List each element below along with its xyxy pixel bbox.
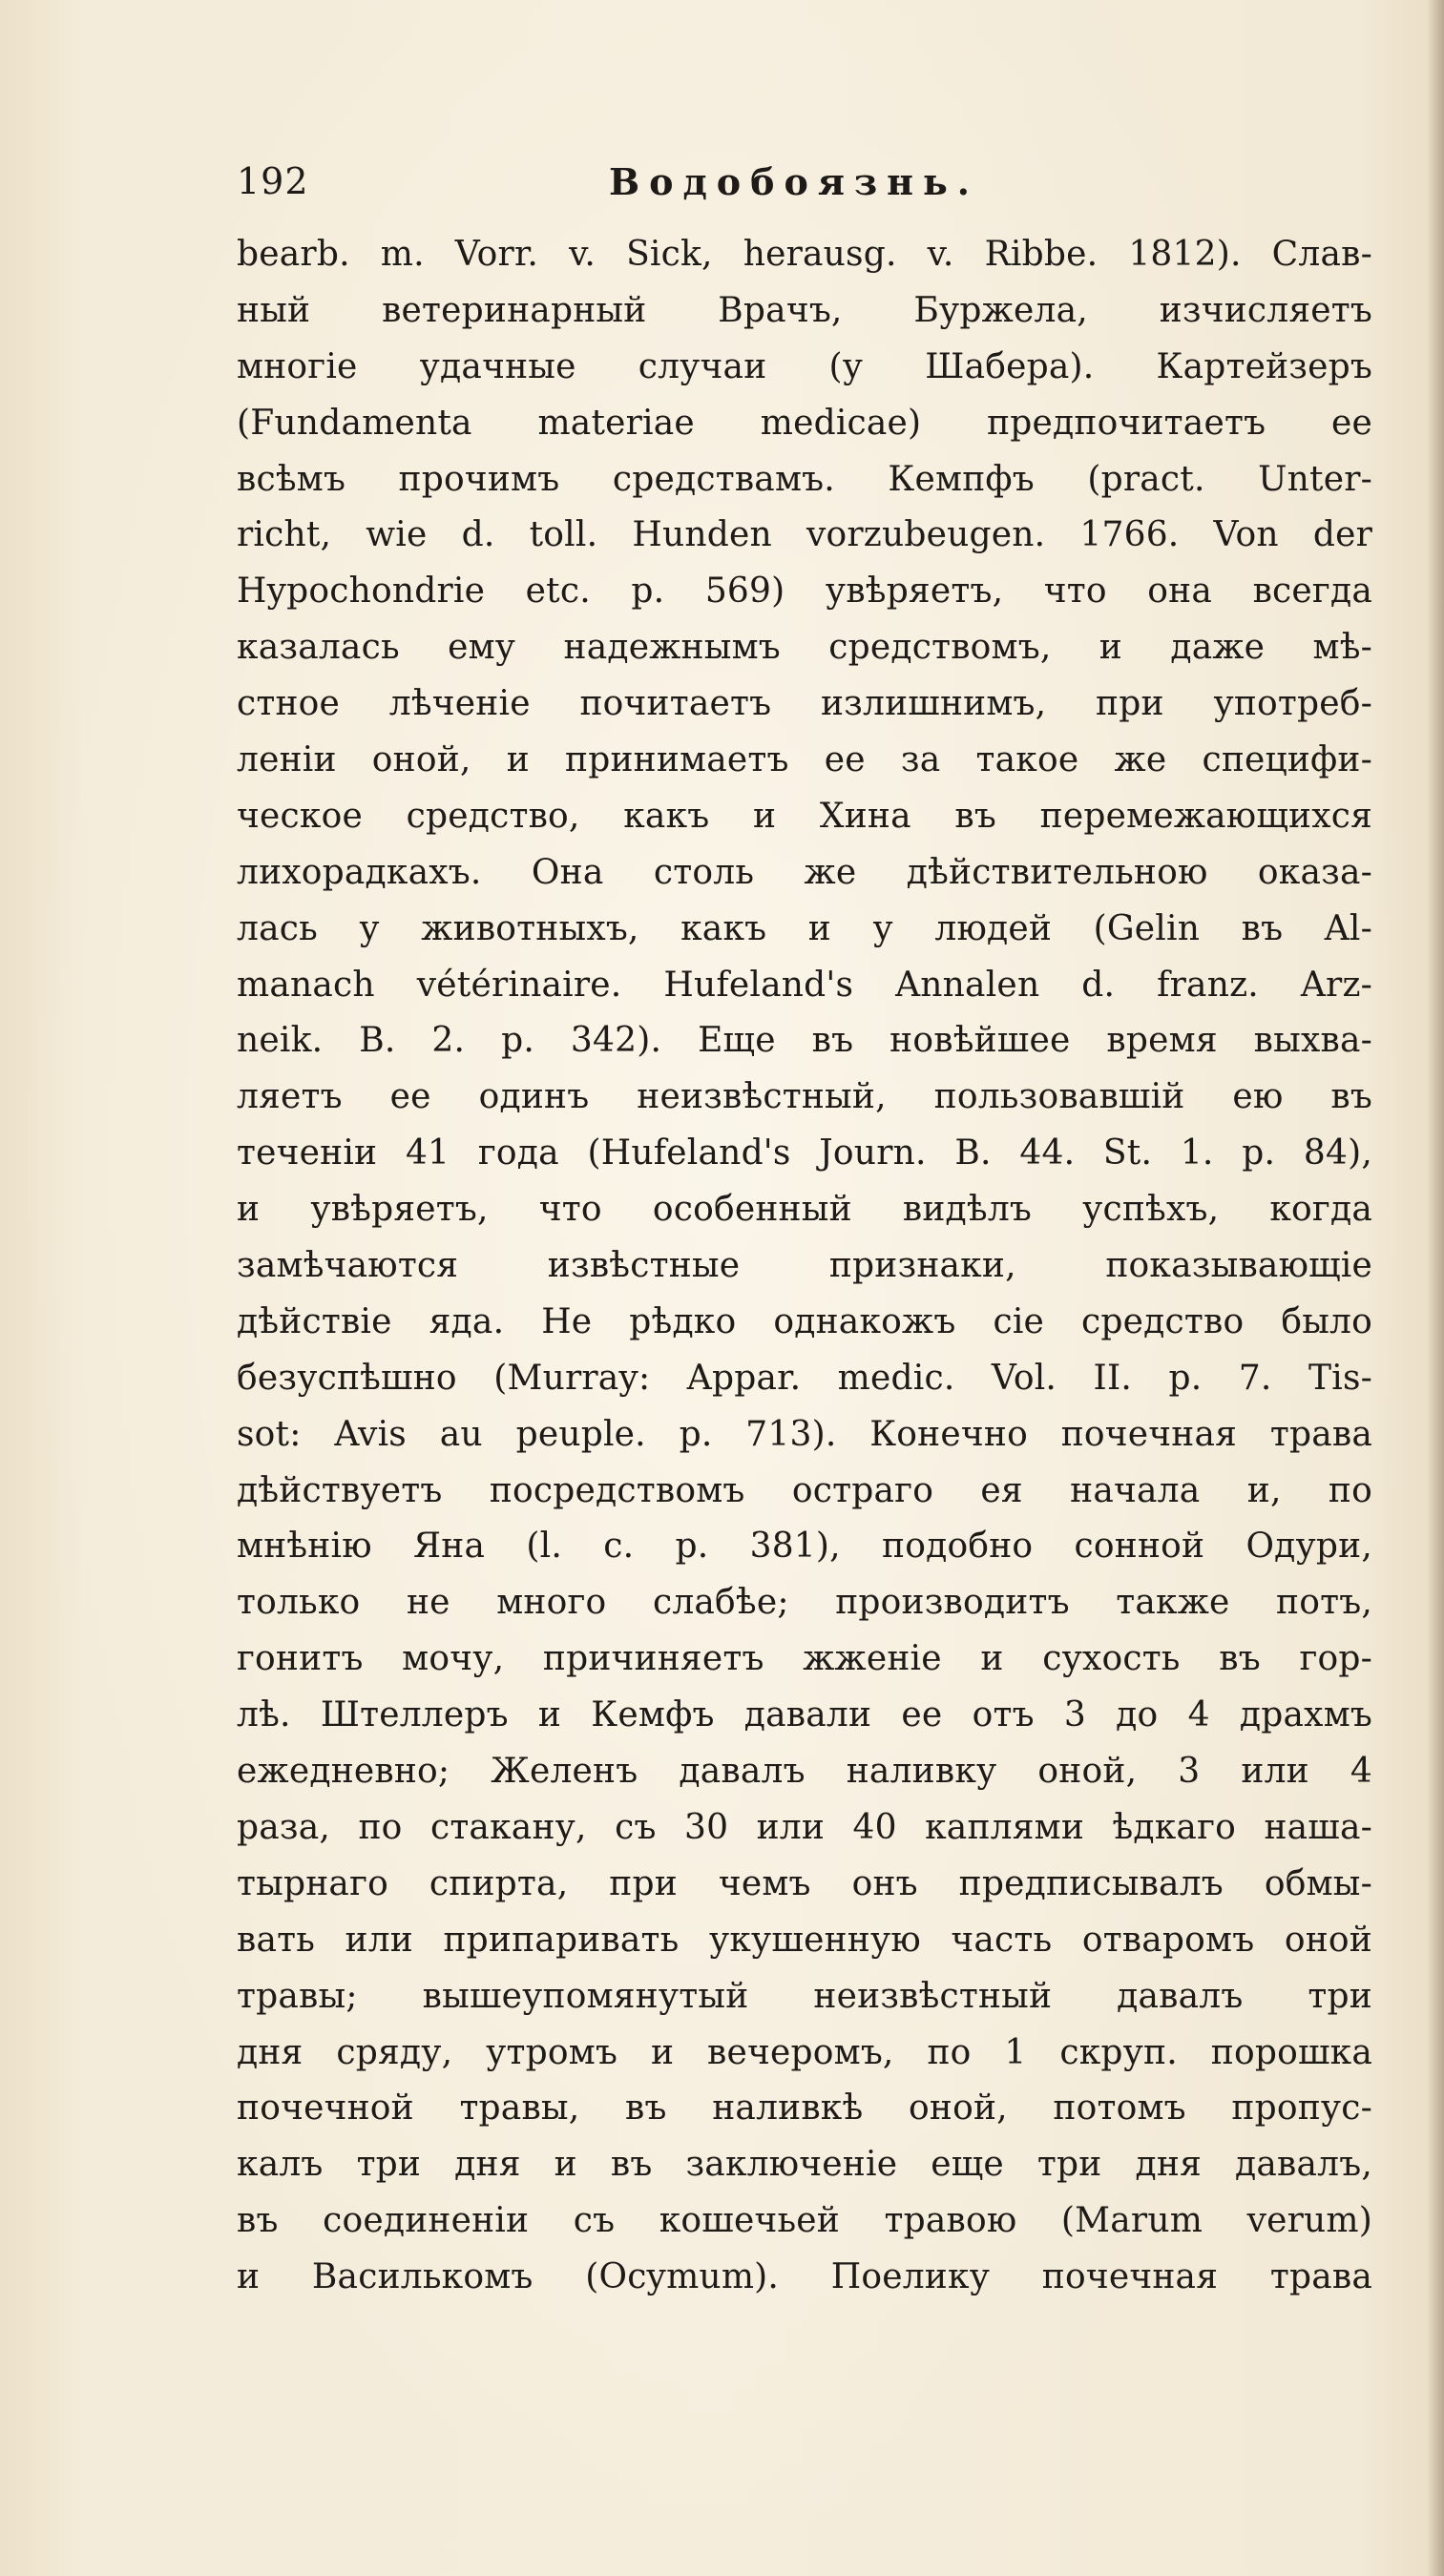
text-line: замѣчаются извѣстные признаки, показывающіе (237, 1246, 1372, 1286)
text-line: только не много слабѣе; производитъ также потъ, (237, 1583, 1372, 1623)
text-line: многіе удачные случаи (у Шабера). Картейзеръ (237, 346, 1372, 386)
text-line: дѣйствуетъ посредствомъ остраго ея начала и, по (237, 1470, 1372, 1510)
text-line: въ соединеніи съ кошечьей травою (Marum verum) (237, 2201, 1372, 2241)
body-text (237, 227, 1372, 2306)
text-line: казалась ему надежнымъ средствомъ, и даже мѣ- (237, 628, 1372, 668)
text-line: почечной травы, въ наливкѣ оной, потомъ пропус- (237, 2088, 1372, 2129)
text-line: гонитъ мочу, причиняетъ жженіе и сухость въ гор- (237, 1639, 1372, 1679)
binding-shadow (1427, 0, 1444, 2576)
text-line: bearb. m. Vorr. v. Sick, herausg. v. Ribbe. 1812). Слав- (237, 235, 1372, 274)
text-line: и увѣряетъ, что особенный видѣлъ успѣхъ, когда (237, 1190, 1372, 1230)
text-line: стное лѣченіе почитаетъ излишнимъ, при употреб- (237, 684, 1372, 724)
text-line: леніи оной, и принимаетъ ее за такое же специфи- (237, 740, 1372, 780)
text-line: ляетъ ее одинъ неизвѣстный, пользовавшій ею въ (237, 1077, 1372, 1117)
text-line: дѣйствіе яда. Не рѣдко однакожъ сіе средство было (237, 1301, 1372, 1341)
page-header (237, 160, 1365, 218)
text-line: травы; вышеупомянутый неизвѣстный давалъ три (237, 1976, 1372, 2016)
text-line: теченіи 41 года (Hufeland's Journ. B. 44. St. 1. p. 84), (237, 1133, 1372, 1174)
text-line: лась у животныхъ, какъ и у людей (Gelin въ Al- (237, 908, 1372, 948)
text-line: и Василькомъ (Ocymum). Поелику почечная трава (237, 2257, 1372, 2297)
text-line: ежедневно; Желенъ давалъ наливку оной, 3 или 4 (237, 1752, 1372, 1792)
text-line: лѣ. Штеллеръ и Кемфъ давали ее отъ 3 до 4 драхмъ (237, 1695, 1372, 1735)
text-line: manach vétérinaire. Hufeland's Annalen d. franz. Arz- (237, 965, 1372, 1005)
text-line: мнѣнію Яна (l. c. p. 381), подобно сонной Одури, (237, 1527, 1372, 1567)
text-line: безуспѣшно (Murray: Appar. medic. Vol. II. p. 7. Tis- (237, 1358, 1372, 1398)
text-line: лихорадкахъ. Она столь же дѣйствительною оказа- (237, 852, 1372, 892)
text-line: (Fundamenta materiae medicae) предпочитаетъ ее (237, 403, 1372, 443)
text-line: раза, по стакану, съ 30 или 40 каплями ѣдкаго наша- (237, 1807, 1372, 1847)
page-number: 192 (237, 160, 309, 202)
text-line: вать или припаривать укушенную часть отваромъ оной (237, 1920, 1372, 1960)
text-line: ный ветеринарный Врачъ, Буржела, изчисляетъ (237, 290, 1372, 330)
text-line: Hypochondrie etc. p. 569) увѣряетъ, что она всегда (237, 571, 1372, 612)
text-line: калъ три дня и въ заключеніе еще три дня давалъ, (237, 2145, 1372, 2185)
running-title: Водобоязнь. (609, 160, 979, 203)
text-line: richt, wie d. toll. Hunden vorzubeugen. 1766. Von der (237, 515, 1372, 555)
text-line: всѣмъ прочимъ средствамъ. Кемпфъ (pract. Unter- (237, 459, 1372, 499)
text-line: ческое средство, какъ и Хина въ перемежающихся (237, 796, 1372, 836)
text-line: neik. B. 2. p. 342). Еще въ новѣйшее время выхва- (237, 1021, 1372, 1061)
text-line: тырнаго спирта, при чемъ онъ предписывалъ обмы- (237, 1863, 1372, 1903)
text-line: дня сряду, утромъ и вечеромъ, по 1 скруп. порошка (237, 2032, 1372, 2072)
text-line: sot: Avis au peuple. p. 713). Конечно почечная трава (237, 1414, 1372, 1454)
